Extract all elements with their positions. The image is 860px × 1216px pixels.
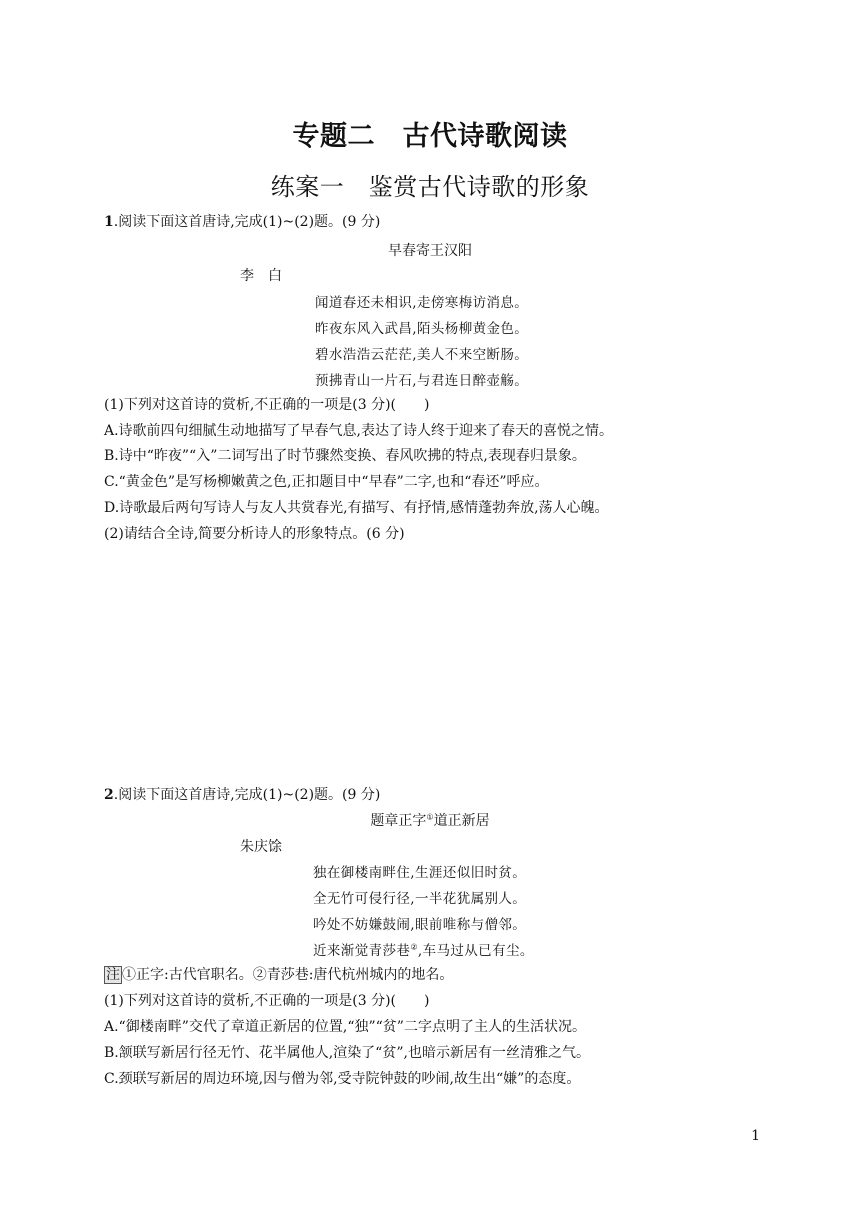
footnote-marker: ① [426, 812, 434, 822]
q1-option-d: D.诗歌最后两句写诗人与友人共赏春光,有描写、有抒情,感情蓬勃奔放,荡人心魄。 [104, 500, 609, 516]
page-title: 专题二 古代诗歌阅读 [292, 121, 568, 152]
q2-note [104, 965, 453, 985]
q2-poem-line-4 [313, 939, 534, 959]
note-label: 注 [106, 967, 120, 983]
q1-poem-line-1: 闻道春还未相识,走傍寒梅访消息。 [315, 295, 529, 311]
q1-poem-line-3: 碧水浩浩云茫茫,美人不来空断肠。 [315, 347, 529, 363]
q2-poem-author: 朱庆馀 [240, 839, 282, 855]
q2-poem-title-a: 题章正字 [370, 813, 427, 829]
q2-poem-title [0, 810, 860, 830]
q1-sub2: (2)请结合全诗,简要分析诗人的形象特点。(6 分) [104, 526, 405, 542]
q2-intro [104, 785, 380, 805]
q2-poem-line-3: 吟处不妨嫌鼓闹,眼前唯称与僧邻。 [313, 917, 527, 933]
q1-poem-author: 李 白 [240, 268, 282, 284]
page-number: 1 [751, 1128, 760, 1144]
q2-line4-a: 近来渐觉青莎巷 [313, 943, 411, 959]
q2-number: 2 [104, 787, 114, 803]
q1-poem-line-2: 昨夜东风入武昌,陌头杨柳黄金色。 [315, 321, 529, 337]
q2-intro-text: .阅读下面这首唐诗,完成(1)~(2)题。(9 分) [113, 787, 381, 803]
q1-sub1: (1)下列对这首诗的赏析,不正确的一项是(3 分)( ) [104, 397, 430, 413]
q2-poem-line-2: 全无竹可侵行径,一半花犹属别人。 [313, 891, 527, 907]
q1-intro [104, 212, 380, 232]
q2-option-c: C.颈联写新居的周边环境,因与僧为邻,受寺院钟鼓的吵闹,故生出“嫌”的态度。 [104, 1071, 581, 1087]
q1-option-c: C.“黄金色”是写杨柳嫩黄之色,正扣题目中“早春”二字,也和“春还”呼应。 [104, 474, 549, 490]
q2-sub1: (1)下列对这首诗的赏析,不正确的一项是(3 分)( ) [104, 993, 430, 1009]
q2-poem-title-b: 道正新居 [433, 813, 490, 829]
footnote-marker: ② [410, 942, 418, 952]
note-text: ①正字:古代官职名。②青莎巷:唐代杭州城内的地名。 [122, 967, 454, 983]
q1-poem-line-4: 预拂青山一片石,与君连日醉壶觞。 [315, 373, 529, 389]
q2-line4-b: ,车马过从已有尘。 [417, 943, 534, 959]
q1-option-a: A.诗歌前四句细腻生动地描写了早春气息,表达了诗人终于迎来了春天的喜悦之情。 [104, 423, 614, 439]
q1-number: 1 [104, 214, 114, 230]
q1-option-b: B.诗中“昨夜”“入”二词写出了时节骤然变换、春风吹拂的特点,表现春归景象。 [104, 448, 586, 464]
q1-poem-title: 早春寄王汉阳 [388, 243, 472, 259]
q2-option-b: B.颔联写新居行径无竹、花半属他人,渲染了“贫”,也暗示新居有一丝清雅之气。 [104, 1045, 590, 1061]
page-subtitle: 练案一 鉴赏古代诗歌的形象 [270, 173, 590, 201]
q1-intro-text: .阅读下面这首唐诗,完成(1)~(2)题。(9 分) [113, 214, 381, 230]
q2-option-a: A.“御楼南畔”交代了章道正新居的位置,“独”“贫”二字点明了主人的生活状况。 [104, 1019, 586, 1035]
q2-poem-line-1: 独在御楼南畔住,生涯还似旧时贫。 [313, 865, 527, 881]
